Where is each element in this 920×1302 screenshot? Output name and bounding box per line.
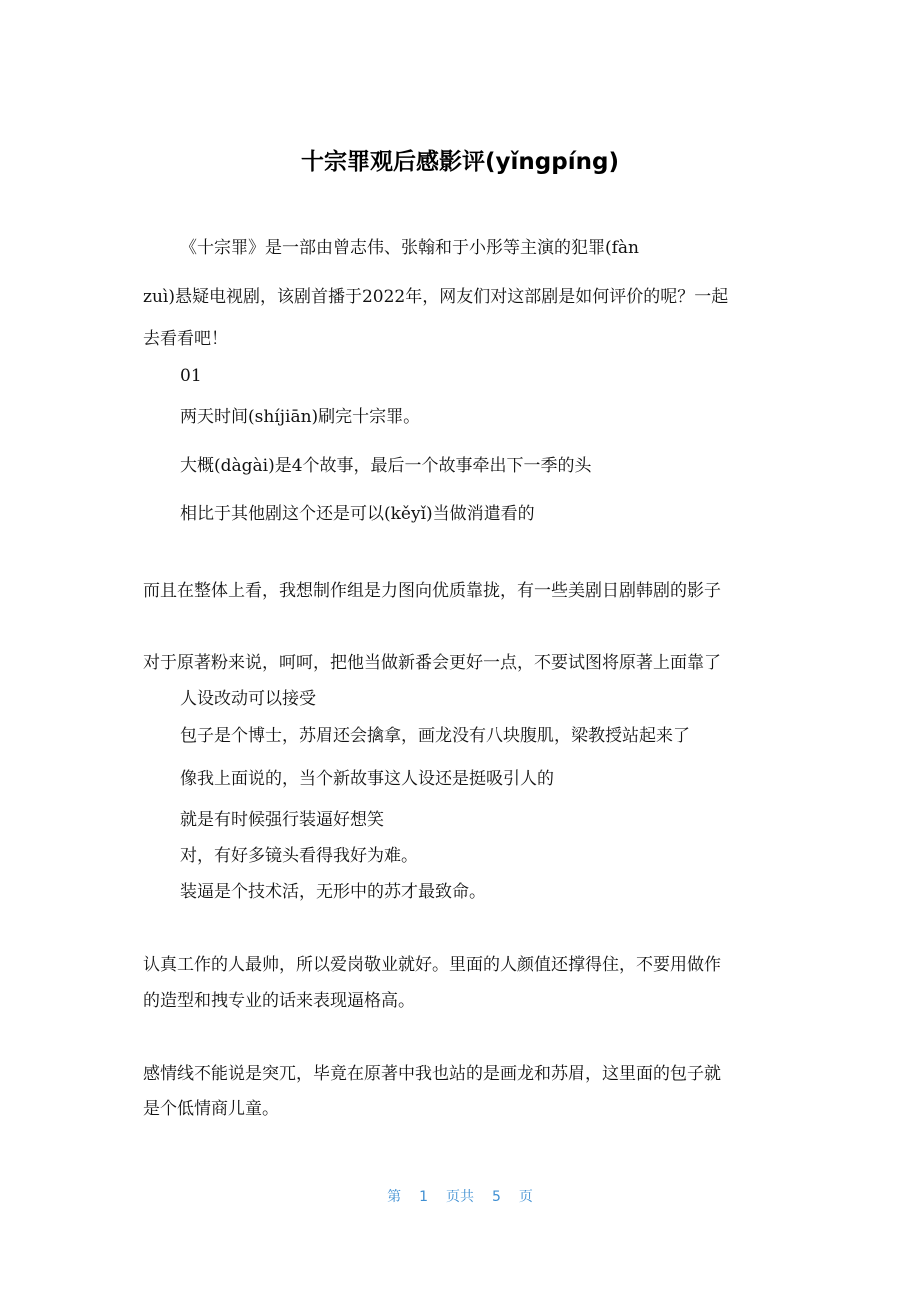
paragraph-line: 人设改动可以接受 xyxy=(180,689,316,709)
page-label-suffix: 页 xyxy=(518,1189,533,1205)
page-label-mid: 页共 xyxy=(446,1189,474,1205)
paragraph-line: 包子是个博士，苏眉还会擒拿，画龙没有八块腹肌，梁教授站起来了 xyxy=(180,726,690,746)
paragraph-line: 对，有好多镜头看得我好为难。 xyxy=(180,846,418,866)
paragraph-line: 是个低情商儿童。 xyxy=(143,1099,279,1119)
page-footer xyxy=(0,1187,920,1207)
total-pages-number: 5 xyxy=(492,1189,501,1205)
paragraph-line: 大概(dàgài)是4个故事，最后一个故事牵出下一季的头 xyxy=(180,456,592,476)
paragraph-line: 认真工作的人最帅，所以爱岗敬业就好。里面的人颜值还撑得住，不要用做作 xyxy=(143,955,721,975)
paragraph-line: 对于原著粉来说，呵呵，把他当做新番会更好一点，不要试图将原著上面靠了 xyxy=(143,653,721,673)
paragraph-line: 的造型和拽专业的话来表现逼格高。 xyxy=(143,991,415,1011)
paragraph-line: 装逼是个技术活，无形中的苏才最致命。 xyxy=(180,882,486,902)
paragraph-line: 两天时间(shíjiān)刷完十宗罪。 xyxy=(180,407,421,427)
paragraph-line: 《十宗罪》是一部由曾志伟、张翰和于小彤等主演的犯罪(fàn xyxy=(180,238,640,258)
paragraph-line: 去看看吧！ xyxy=(143,329,228,349)
paragraph-line: zuì)悬疑电视剧，该剧首播于2022年，网友们对这部剧是如何评价的呢？一起 xyxy=(143,287,729,307)
paragraph-line: 像我上面说的，当个新故事这人设还是挺吸引人的 xyxy=(180,769,554,789)
page-label-prefix: 第 xyxy=(387,1189,402,1205)
paragraph-line: 相比于其他剧这个还是可以(kěyǐ)当做消遣看的 xyxy=(180,504,535,524)
paragraph-line: 就是有时候强行装逼好想笑 xyxy=(180,810,384,830)
document-title: 十宗罪观后感影评(yǐngpíng) xyxy=(301,149,619,175)
paragraph-line: 而且在整体上看，我想制作组是力图向优质靠拢，有一些美剧日剧韩剧的影子 xyxy=(143,581,721,601)
section-number: 01 xyxy=(180,366,202,386)
paragraph-line: 感情线不能说是突兀，毕竟在原著中我也站的是画龙和苏眉，这里面的包子就 xyxy=(143,1064,721,1084)
current-page-number: 1 xyxy=(419,1189,428,1205)
